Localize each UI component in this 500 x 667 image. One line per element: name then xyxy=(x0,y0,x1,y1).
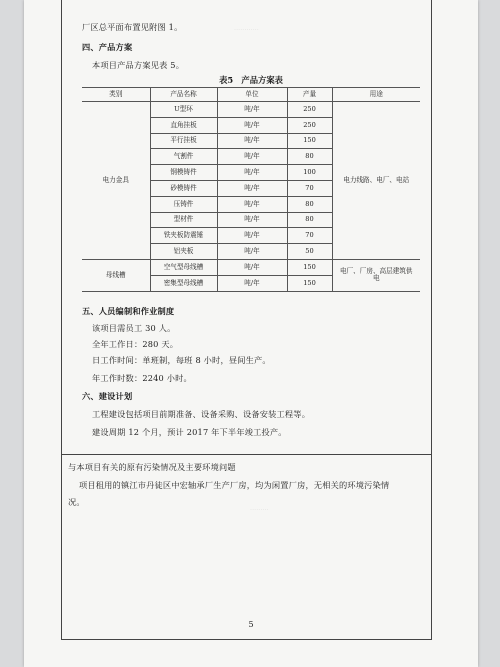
daily-work-time: 日工作时间：单班制，每班 8 小时，昼间生产。 xyxy=(92,355,271,365)
unit-cell: 吨/年 xyxy=(217,149,287,165)
qty-cell: 150 xyxy=(287,259,332,275)
product-name: 钢模铸件 xyxy=(150,165,217,181)
section-4-text: 本项目产品方案见表 5。 xyxy=(92,60,185,70)
header-unit: 单位 xyxy=(217,88,287,102)
unit-cell: 吨/年 xyxy=(217,133,287,149)
qty-cell: 50 xyxy=(287,244,332,260)
unit-cell: 吨/年 xyxy=(217,275,287,291)
unit-cell: 吨/年 xyxy=(217,244,287,260)
section-heading-6: 六、建设计划 xyxy=(82,391,133,401)
unit-cell: 吨/年 xyxy=(217,102,287,118)
use-cell: 电厂、厂房、高层建筑供电 xyxy=(332,259,420,291)
staff-count: 该项目需员工 30 人。 xyxy=(92,323,176,333)
unit-cell: 吨/年 xyxy=(217,196,287,212)
header-product: 产品名称 xyxy=(150,88,217,102)
qty-cell: 150 xyxy=(287,275,332,291)
product-name: 平行挂板 xyxy=(150,133,217,149)
qty-cell: 80 xyxy=(287,196,332,212)
document-page xyxy=(24,0,478,667)
annual-work-hours: 年工作时数：2240 小时。 xyxy=(92,373,192,383)
unit-cell: 吨/年 xyxy=(217,180,287,196)
qty-cell: 250 xyxy=(287,102,332,118)
category-cell: 母线槽 xyxy=(82,259,150,291)
qty-cell: 70 xyxy=(287,180,332,196)
unit-cell: 吨/年 xyxy=(217,117,287,133)
table-header-row xyxy=(82,88,420,102)
layout-reference: 厂区总平面布置见附图 1。 xyxy=(82,22,183,32)
table-row xyxy=(82,102,420,118)
pollution-text-cont: 况。 xyxy=(68,497,85,507)
header-category: 类别 xyxy=(82,88,150,102)
unit-cell: 吨/年 xyxy=(217,165,287,181)
product-name: 铁夹板防震锤 xyxy=(150,228,217,244)
qty-cell: 250 xyxy=(287,117,332,133)
unit-cell: 吨/年 xyxy=(217,228,287,244)
section-heading-5: 五、人员编制和作业制度 xyxy=(82,306,175,316)
product-name: U型环 xyxy=(150,102,217,118)
header-use: 用途 xyxy=(332,88,420,102)
category-cell: 电力金具 xyxy=(82,102,150,260)
product-name: 气割件 xyxy=(150,149,217,165)
table-row xyxy=(82,259,420,275)
construction-period: 建设周期 12 个月，预计 2017 年下半年竣工投产。 xyxy=(92,427,287,437)
unit-cell: 吨/年 xyxy=(217,259,287,275)
work-days: 全年工作日：280 天。 xyxy=(92,339,179,349)
qty-cell: 80 xyxy=(287,149,332,165)
unit-cell: 吨/年 xyxy=(217,212,287,228)
use-cell: 电力线路、电厂、电站 xyxy=(332,102,420,260)
header-qty: 产量 xyxy=(287,88,332,102)
page-number: 5 xyxy=(248,620,254,629)
show-through-text: ············ xyxy=(234,26,259,34)
product-name: 铝夹板 xyxy=(150,244,217,260)
pollution-text: 项目租用的镇江市丹徒区中宏轴承厂生产厂房，均为闲置厂房，无相关的环境污染情 xyxy=(79,480,390,490)
product-name: 压铸件 xyxy=(150,196,217,212)
product-name: 直角挂板 xyxy=(150,117,217,133)
show-through-text: ········· xyxy=(250,506,269,514)
section-heading-4: 四、产品方案 xyxy=(82,42,133,52)
section-divider xyxy=(61,454,432,455)
construction-scope: 工程建设包括项目前期准备、设备采购、设备安装工程等。 xyxy=(92,409,311,419)
qty-cell: 80 xyxy=(287,212,332,228)
pollution-heading: 与本项目有关的原有污染情况及主要环境问题 xyxy=(68,462,236,472)
qty-cell: 150 xyxy=(287,133,332,149)
product-name: 型材件 xyxy=(150,212,217,228)
qty-cell: 100 xyxy=(287,165,332,181)
product-name: 空气型母线槽 xyxy=(150,259,217,275)
product-table xyxy=(82,87,420,292)
qty-cell: 70 xyxy=(287,228,332,244)
product-name: 砂模铸件 xyxy=(150,180,217,196)
table-title: 表5 产品方案表 xyxy=(219,75,283,85)
product-name: 密集型母线槽 xyxy=(150,275,217,291)
